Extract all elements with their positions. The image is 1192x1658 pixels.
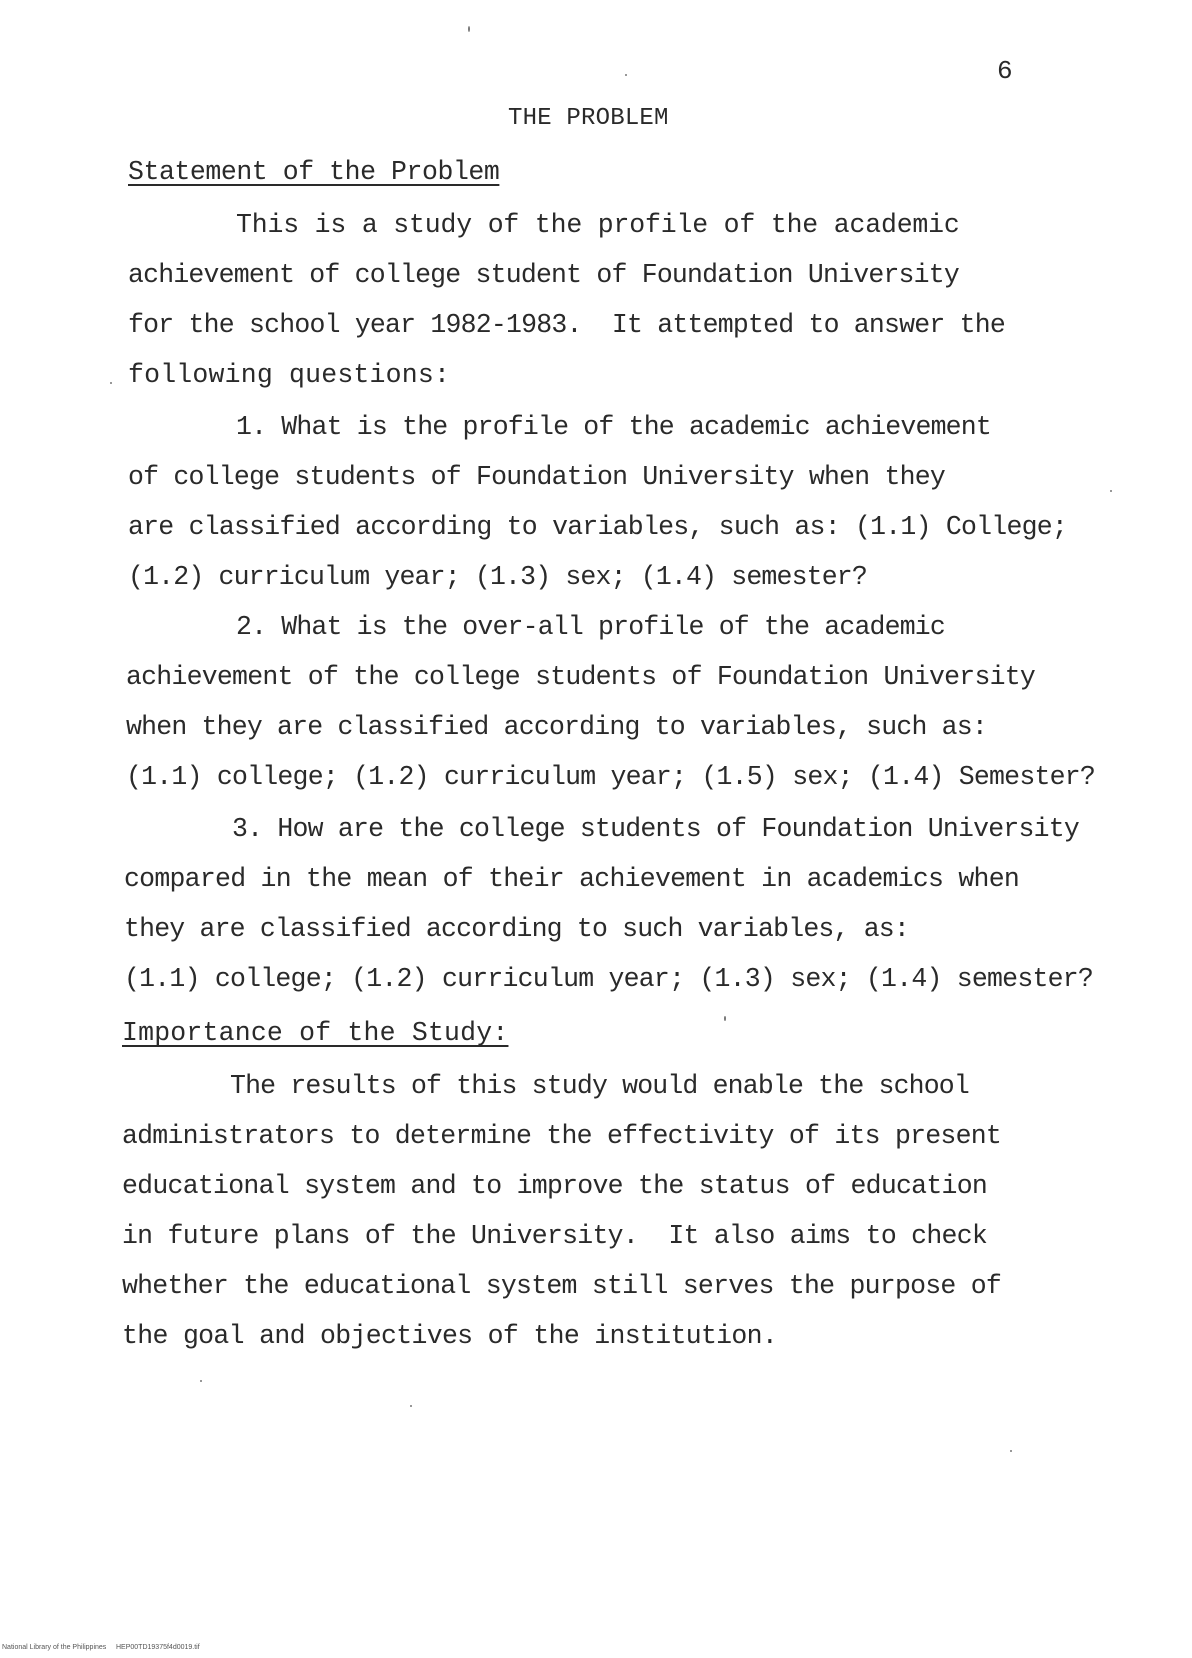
paragraph-line: achievement of college student of Foundation University [128,260,959,290]
question-line: (1.1) college; (1.2) curriculum year; (1.5) sex; (1.4) Semester? [126,762,1096,792]
paragraph-line: The results of this study would enable the school [230,1071,969,1101]
scan-speck [110,382,112,384]
paragraph-line: This is a study of the profile of the academic [236,210,960,240]
question-line: achievement of the college students of Foundation University [126,662,1036,692]
paragraph-line: the goal and objectives of the institution. [122,1321,778,1351]
scan-speck [468,26,470,32]
question-line: (1.2) curriculum year; (1.3) sex; (1.4) semester? [128,562,867,592]
section-heading-importance: Importance of the Study: [122,1018,509,1048]
question-line: are classified according to variables, such as: (1.1) College; [128,512,1068,542]
page-title: THE PROBLEM [508,105,669,132]
paragraph-line: following questions: [128,360,451,390]
question-line: 1. What is the profile of the academic achievement [236,412,991,442]
paragraph-line: in future plans of the University. It also aims to check [122,1221,988,1251]
question-line: compared in the mean of their achievement in academics when [124,864,1020,894]
scan-speck [1010,1450,1012,1452]
question-line: when they are classified according to variables, such as: [126,712,987,742]
question-line: 2. What is the over-all profile of the academic [236,612,945,642]
question-line: 3. How are the college students of Foundation University [232,814,1080,844]
paragraph-line: whether the educational system still serves the purpose of [122,1271,1002,1301]
question-line: (1.1) college; (1.2) curriculum year; (1.3) sex; (1.4) semester? [124,964,1094,994]
paragraph-line: educational system and to improve the status of education [122,1171,988,1201]
scan-speck [724,1016,726,1021]
question-line: of college students of Foundation University when they [128,462,946,492]
question-line: they are classified according to such variables, as: [124,914,909,944]
scan-speck [200,1380,202,1382]
scan-speck [625,74,627,76]
scan-speck [410,1405,412,1407]
scan-footer: National Library of the Philippines HEP00TD19375f4d0019.tif [2,1644,200,1651]
scan-speck [1110,490,1112,492]
section-heading-statement: Statement of the Problem [128,157,500,187]
paragraph-line: administrators to determine the effectivity of its present [122,1121,1002,1151]
page-number: 6 [997,56,1013,86]
paragraph-line: for the school year 1982-1983. It attempted to answer the [128,310,1006,340]
